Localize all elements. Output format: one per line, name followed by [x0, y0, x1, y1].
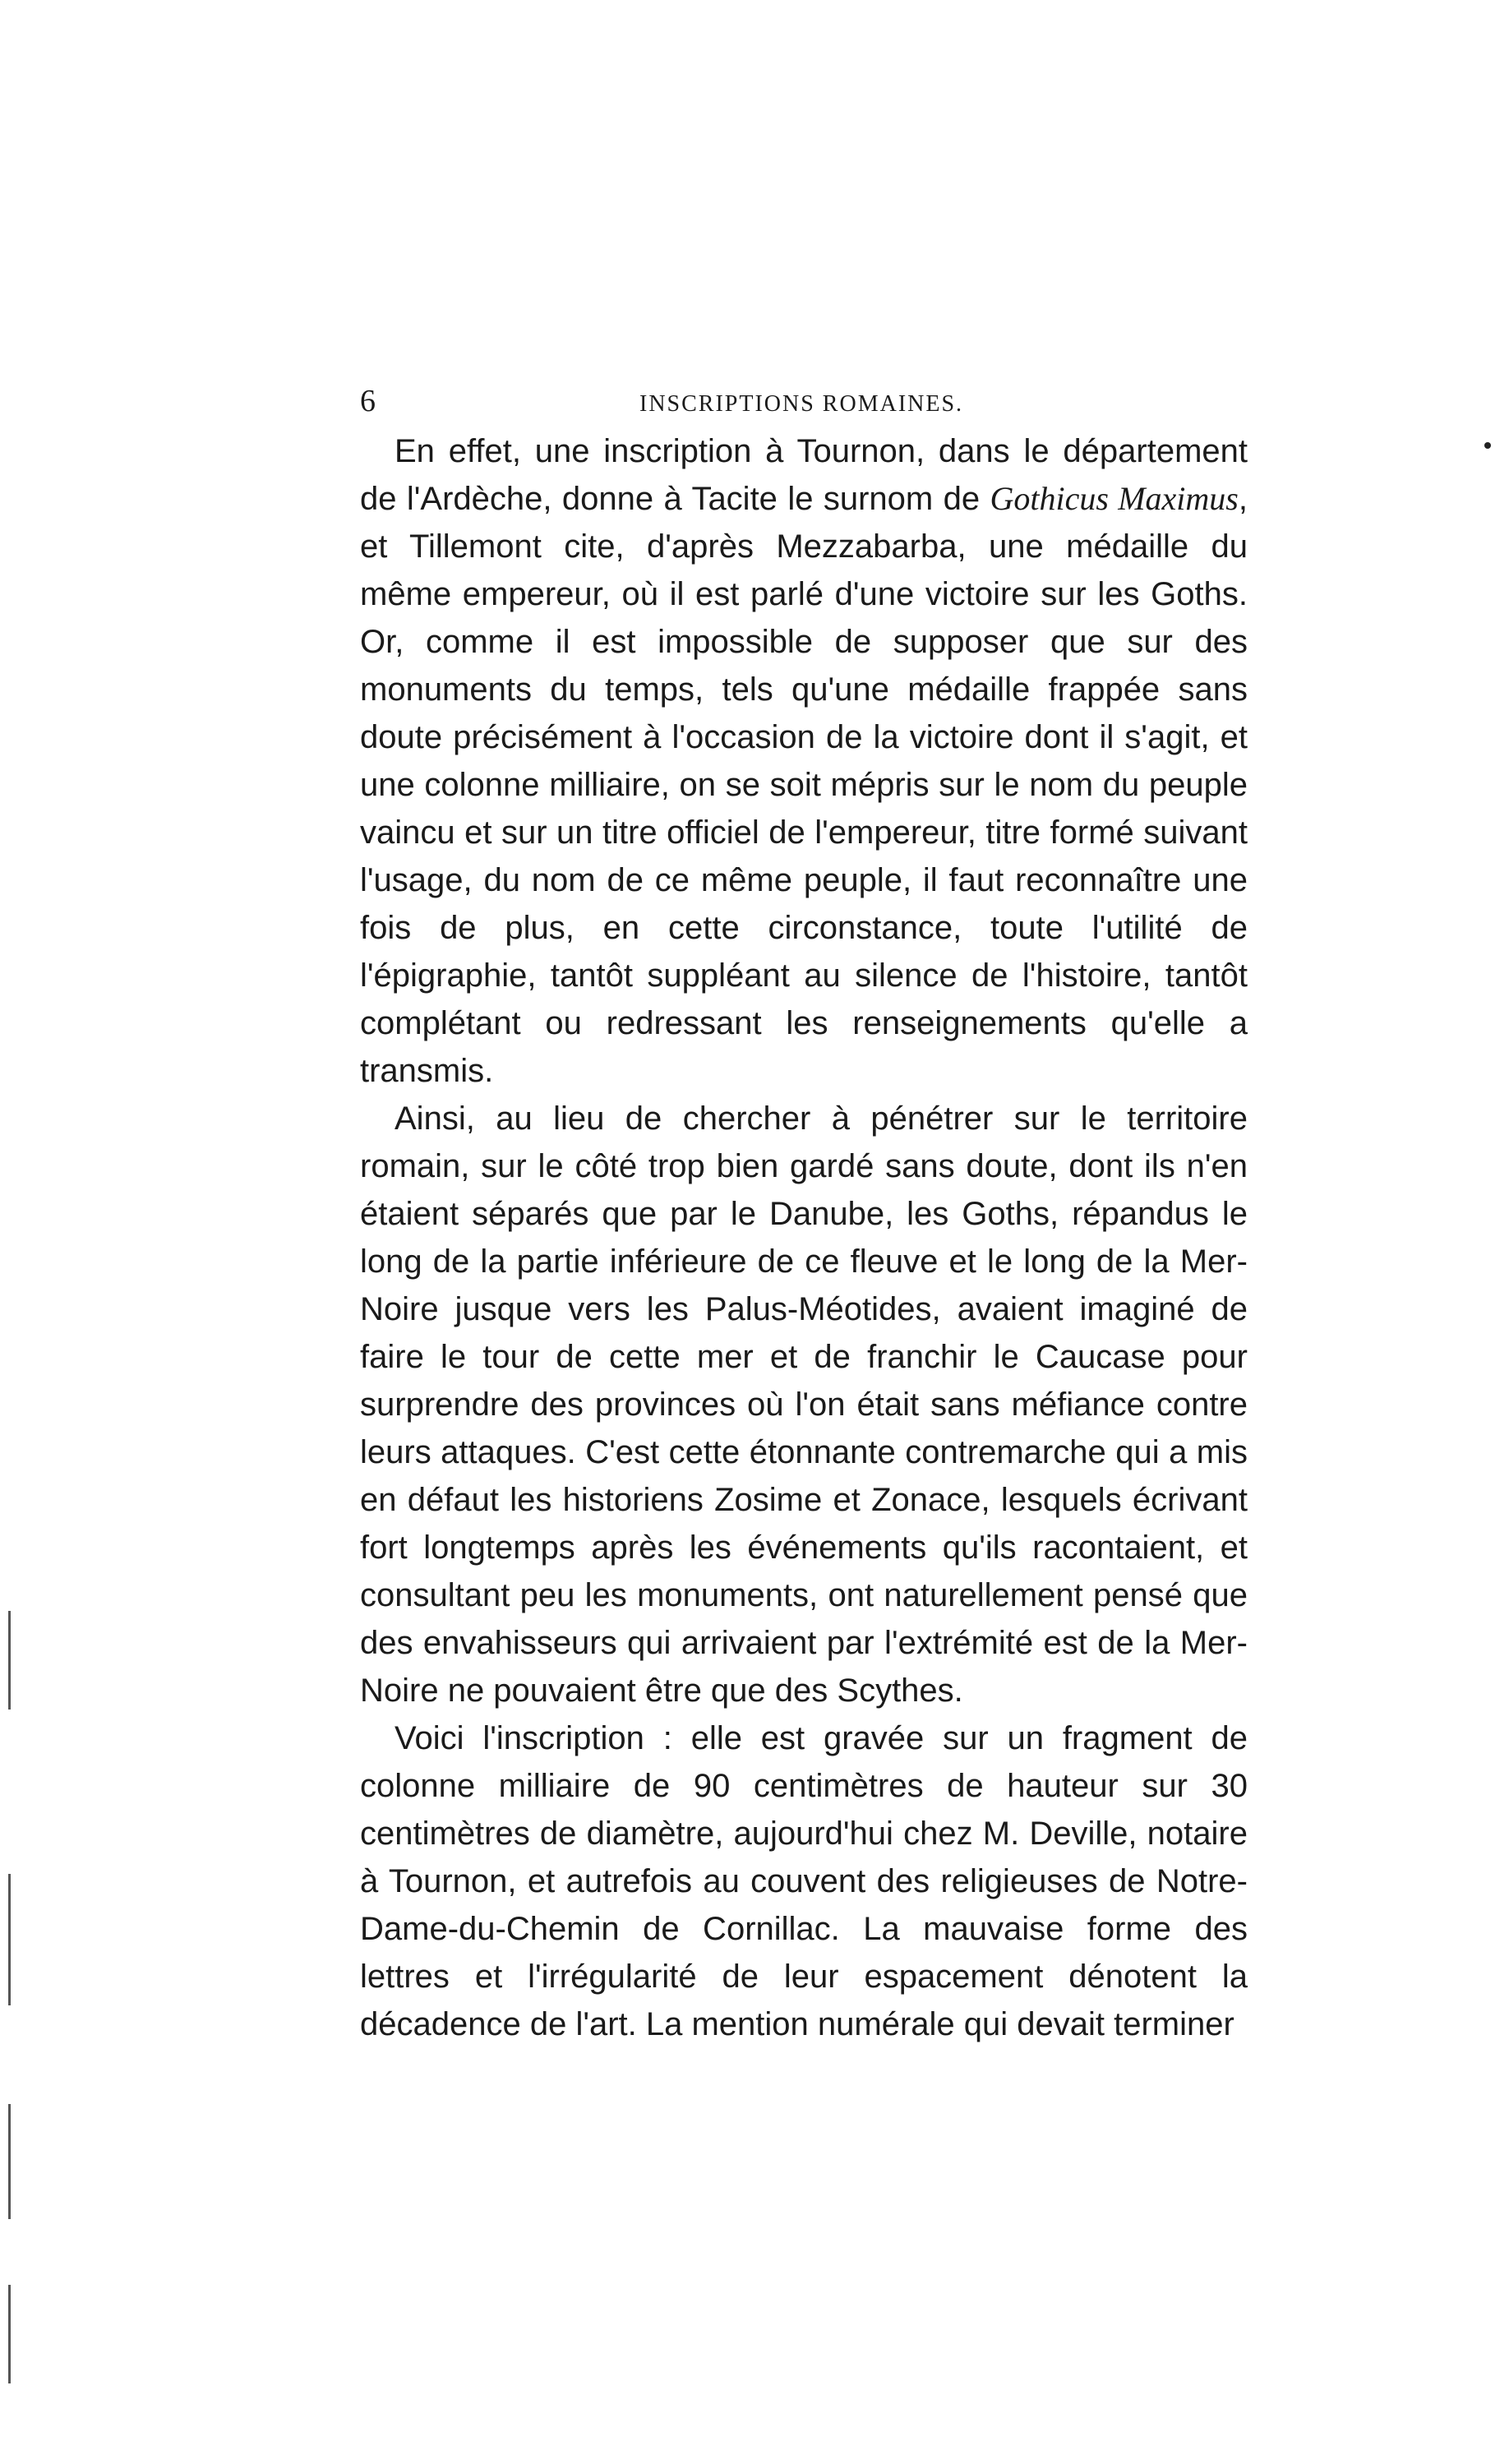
scan-edge-mark — [8, 1611, 11, 1710]
scan-edge-mark — [8, 2285, 11, 2383]
scan-edge-mark — [8, 1874, 11, 2005]
running-head: INSCRIPTIONS ROMAINES. — [639, 391, 964, 417]
paragraph-1-text-end: , et Tillemont cite, d'après Mezzabarba, une médaille du même empereur, où il est parlé d'une victoire sur les Goths. Or, comme il est impossible de supposer que sur des monuments du temps, tels qu'une médaille frappée sans doute précisément à l'occasion de la victoire dont il s'agit, et une colonne milliaire, on se soit mépris sur le nom du peuple vaincu et sur un titre officiel de l'empereur, titre formé suivant l'usage, du nom de ce même peuple, il faut reconnaître une fois de plus, en cette circonstance, toute l'utilité de l'épigraphie, tantôt suppléant au silence de l'histoire, tantôt complétant ou redressant les renseignements qu'elle a transmis. — [360, 481, 1248, 1089]
italic-title: Gothicus Maximus — [990, 480, 1239, 517]
paragraph-1 — [360, 427, 1248, 1095]
paragraph-1-text-start: En effet, une inscription à Tournon, dans le département de l'Ardèche, donne à Tacite le surnom de — [360, 433, 1248, 517]
page-number: 6 — [360, 384, 376, 418]
page-header — [360, 376, 1248, 426]
body-text — [360, 427, 1248, 2048]
paragraph-2: Ainsi, au lieu de chercher à pénétrer sur le territoire romain, sur le côté trop bien gardé sans doute, dont ils n'en étaient séparés que par le Danube, les Goths, répandus le long de la partie inférieure de ce fleuve et le long de la Mer-Noire jusque vers les Palus-Méotides, avaient imaginé de faire le tour de cette mer et de franchir le Caucase pour surprendre des provinces où l'on était sans méfiance contre leurs attaques. C'est cette étonnante contremarche qui a mis en défaut les historiens Zosime et Zonace, lesquels écrivant fort longtemps après les événements qu'ils racontaient, et consultant peu les monuments, ont naturellement pensé que des envahisseurs qui arrivaient par l'extrémité est de la Mer-Noire ne pouvaient être que des Scythes. — [360, 1100, 1248, 1709]
scan-edge-mark — [8, 2104, 11, 2219]
paragraph-3: Voici l'inscription : elle est gravée sur un fragment de colonne milliaire de 90 centimètres de hauteur sur 30 centimètres de diamètre, aujourd'hui chez M. Deville, notaire à Tournon, et autrefois au couvent des religieuses de Notre-Dame-du-Chemin de Cornillac. La mauvaise forme des lettres et l'irrégularité de leur espacement dénotent la décadence de l'art. La mention numérale qui devait terminer — [360, 1720, 1248, 2042]
ink-speck — [1484, 442, 1491, 449]
